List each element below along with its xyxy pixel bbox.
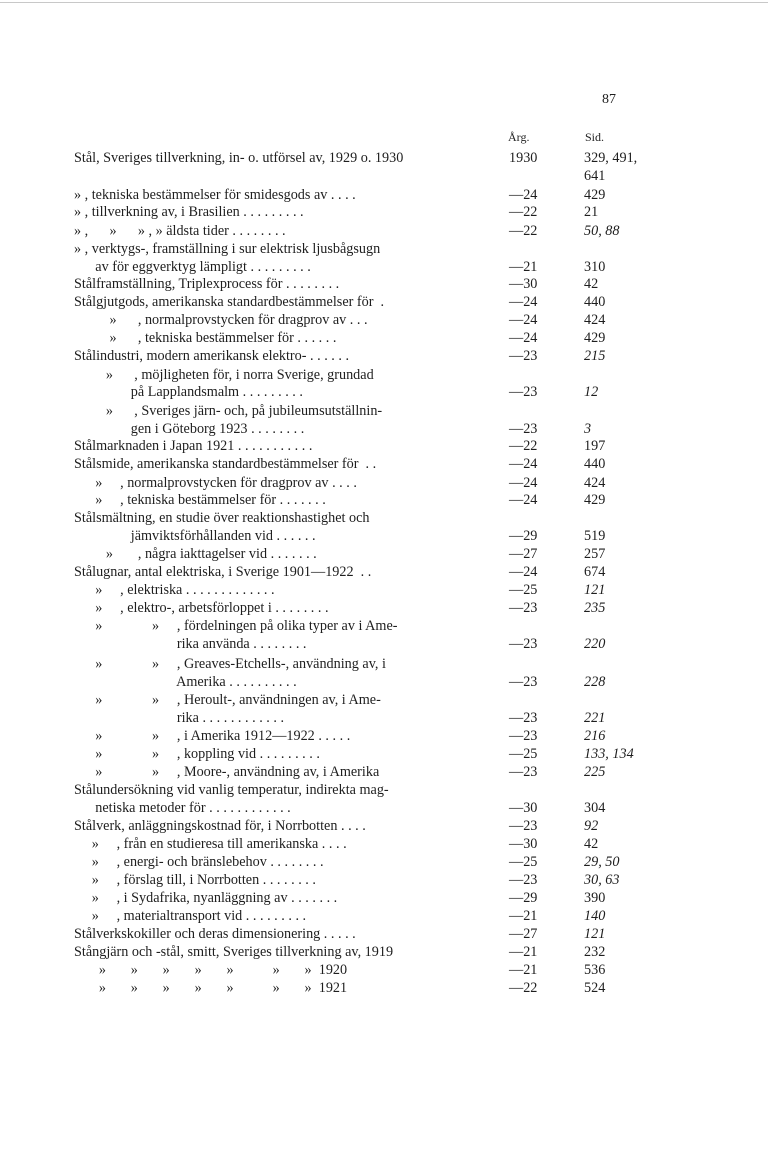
index-entry: [74, 673, 654, 691]
index-entry: [74, 599, 654, 617]
entry-year: —30: [509, 276, 538, 292]
index-entry: [74, 545, 654, 563]
entry-text: gen i Göteborg 1923 . . . . . . . .: [74, 421, 305, 437]
entry-year: —23: [509, 728, 538, 744]
index-entry: [74, 763, 654, 781]
entry-pages: 133, 134: [584, 746, 634, 762]
entry-text: Stålframställning, Triplexprocess för . . . . . . . .: [74, 276, 340, 292]
entry-pages: 536: [584, 962, 606, 978]
entry-text: » » , Heroult-, användningen av, i Ame-: [74, 692, 381, 708]
index-entry: [74, 186, 654, 204]
entry-pages: 641: [584, 168, 606, 184]
entry-pages: 429: [584, 492, 606, 508]
entry-pages: 216: [584, 728, 606, 744]
entry-text: » » , Moore-, användning av, i Amerika: [74, 764, 380, 780]
index-entry: [74, 691, 654, 709]
entry-pages: 235: [584, 600, 606, 616]
entry-text: av för eggverktyg lämpligt . . . . . . . . .: [74, 259, 311, 275]
index-entry: [74, 943, 654, 961]
entry-text: » » , koppling vid . . . . . . . . .: [74, 746, 320, 762]
entry-pages: 424: [584, 475, 606, 491]
entry-pages: 121: [584, 926, 606, 942]
entry-pages: 429: [584, 187, 606, 203]
entry-pages: 3: [584, 421, 592, 437]
index-entry: [74, 474, 654, 492]
index-entry: [74, 835, 654, 853]
entry-year: —30: [509, 836, 538, 852]
index-entry: [74, 655, 654, 673]
index-entry: [74, 222, 654, 240]
entry-year: —23: [509, 764, 538, 780]
entry-pages: 440: [584, 456, 606, 472]
column-header-page: Sid.: [585, 130, 605, 144]
entry-year: —24: [509, 330, 538, 346]
entry-pages: 310: [584, 259, 606, 275]
entry-text: » » , i Amerika 1912—1922 . . . . .: [74, 728, 351, 744]
entry-text: » » , Greaves-Etchells-, användning av, i: [74, 656, 386, 672]
entry-text: Stålverk, anläggningskostnad för, i Norrbotten . . . .: [74, 818, 366, 834]
entry-text: Stålsmältning, en studie över reaktionshastighet och: [74, 510, 370, 526]
entry-year: —24: [509, 492, 538, 508]
entry-text: Stålundersökning vid vanlig temperatur, indirekta mag-: [74, 782, 389, 798]
entry-year: —22: [509, 980, 538, 996]
entry-text: Stålmarknaden i Japan 1921 . . . . . . . . . . .: [74, 438, 313, 454]
entry-year: —21: [509, 962, 538, 978]
index-entry: [74, 311, 654, 329]
entry-year: —24: [509, 456, 538, 472]
index-entry: [74, 871, 654, 889]
entry-pages: 304: [584, 800, 606, 816]
entry-year: —30: [509, 800, 538, 816]
index-entry: [74, 293, 654, 311]
index-entry: [74, 258, 654, 276]
entry-text: Stålverkskokiller och deras dimensionering . . . . .: [74, 926, 356, 942]
entry-text: » , förslag till, i Norrbotten . . . . . . . .: [74, 872, 316, 888]
entry-pages: 197: [584, 438, 606, 454]
index-entry: [74, 455, 654, 473]
entry-text: netiska metoder för . . . . . . . . . . . .: [74, 800, 291, 816]
index-entry: [74, 581, 654, 599]
entry-text: » , materialtransport vid . . . . . . . . .: [74, 908, 307, 924]
entry-pages: 524: [584, 980, 606, 996]
entry-text: Stålsmide, amerikanska standardbestämmelser för . .: [74, 456, 377, 472]
entry-pages: 12: [584, 384, 599, 400]
entry-year: —22: [509, 438, 538, 454]
index-entry: [74, 907, 654, 925]
entry-pages: 121: [584, 582, 606, 598]
entry-year: —21: [509, 259, 538, 275]
entry-pages: 92: [584, 818, 599, 834]
entry-year: —21: [509, 908, 538, 924]
entry-text: » , verktygs-, framställning i sur elektrisk ljusbågsugn: [74, 241, 381, 257]
entry-text: jämviktsförhållanden vid . . . . . .: [74, 528, 316, 544]
index-entry: [74, 799, 654, 817]
index-entry: [74, 437, 654, 455]
entry-year: —29: [509, 890, 538, 906]
entry-text: Amerika . . . . . . . . . .: [74, 674, 297, 690]
entry-text: » , energi- och bränslebehov . . . . . . . .: [74, 854, 324, 870]
page-number: 87: [602, 92, 616, 107]
entry-text: » , några iakttagelser vid . . . . . . .: [74, 546, 317, 562]
entry-pages: 225: [584, 764, 606, 780]
entry-pages: 232: [584, 944, 606, 960]
entry-text: Stålgjutgods, amerikanska standardbestämmelser för .: [74, 294, 385, 310]
entry-text: » , elektriska . . . . . . . . . . . . .: [74, 582, 275, 598]
entry-year: —23: [509, 818, 538, 834]
entry-year: —24: [509, 475, 538, 491]
entry-text: » , tekniska bestämmelser för . . . . . .: [74, 330, 337, 346]
entry-year: —23: [509, 710, 538, 726]
index-entry: [74, 889, 654, 907]
entry-year: —25: [509, 582, 538, 598]
index-entry: [74, 727, 654, 745]
entry-pages: 42: [584, 836, 599, 852]
entry-year: —23: [509, 421, 538, 437]
entry-year: —23: [509, 636, 538, 652]
index-entry: [74, 745, 654, 763]
entry-pages: 21: [584, 204, 599, 220]
scan-top-border: [0, 2, 768, 3]
entry-text: » , tekniska bestämmelser för smidesgods av . . . .: [74, 187, 356, 203]
entry-year: —25: [509, 746, 538, 762]
index-entry: [74, 979, 654, 997]
entry-text: rika . . . . . . . . . . . .: [74, 710, 285, 726]
entry-text: rika använda . . . . . . . .: [74, 636, 307, 652]
entry-year: —24: [509, 312, 538, 328]
entry-text: » , » » , » äldsta tider . . . . . . . .: [74, 223, 286, 239]
index-entry: [74, 817, 654, 835]
entry-year: —24: [509, 564, 538, 580]
index-entry: [74, 420, 654, 438]
entry-year: —23: [509, 600, 538, 616]
entry-year: —24: [509, 294, 538, 310]
index-entry: [74, 149, 654, 167]
entry-text: » , från en studieresa till amerikanska . . . .: [74, 836, 347, 852]
entry-pages: 140: [584, 908, 606, 924]
column-header-year: Årg.: [508, 130, 530, 144]
entry-pages: 215: [584, 348, 606, 364]
entry-pages: 424: [584, 312, 606, 328]
index-entry: [74, 563, 654, 581]
index-entry: [74, 491, 654, 509]
entry-pages: 220: [584, 636, 606, 652]
entry-year: —21: [509, 944, 538, 960]
entry-pages: 29, 50: [584, 854, 620, 870]
entry-pages: 30, 63: [584, 872, 620, 888]
entry-pages: 257: [584, 546, 606, 562]
index-entry: [74, 961, 654, 979]
entry-text: » » » » » » » 1921: [74, 980, 348, 996]
index-entry: [74, 167, 654, 185]
entry-pages: 221: [584, 710, 606, 726]
entry-year: 1930: [509, 150, 538, 166]
entry-pages: 674: [584, 564, 606, 580]
entry-text: » » » » » » » 1920: [74, 962, 348, 978]
index-entry: [74, 203, 654, 221]
entry-pages: 390: [584, 890, 606, 906]
entry-text: Stålindustri, modern amerikansk elektro- . . . . . .: [74, 348, 350, 364]
entry-year: —23: [509, 384, 538, 400]
entry-year: —24: [509, 187, 538, 203]
index-entry: [74, 781, 654, 799]
index-entry: [74, 275, 654, 293]
entry-text: » , normalprovstycken för dragprov av . . .: [74, 312, 368, 328]
index-entry: [74, 709, 654, 727]
index-entry: [74, 347, 654, 365]
entry-text: Stångjärn och -stål, smitt, Sveriges tillverkning av, 1919: [74, 944, 394, 960]
entry-year: —22: [509, 204, 538, 220]
entry-text: » , tillverkning av, i Brasilien . . . . . . . . .: [74, 204, 304, 220]
index-entry: [74, 402, 654, 420]
entry-text: » , tekniska bestämmelser för . . . . . . .: [74, 492, 326, 508]
entry-year: —27: [509, 546, 538, 562]
entry-year: —25: [509, 854, 538, 870]
entry-text: » , elektro-, arbetsförloppet i . . . . . . . .: [74, 600, 329, 616]
entry-year: —23: [509, 872, 538, 888]
entry-text: » , i Sydafrika, nyanläggning av . . . . . . .: [74, 890, 338, 906]
entry-pages: 329, 491,: [584, 150, 638, 166]
entry-text: Stålugnar, antal elektriska, i Sverige 1901—1922 . .: [74, 564, 372, 580]
entry-pages: 228: [584, 674, 606, 690]
entry-pages: 42: [584, 276, 599, 292]
entry-text: på Lapplandsmalm . . . . . . . . .: [74, 384, 303, 400]
entry-year: —23: [509, 674, 538, 690]
index-entry: [74, 240, 654, 258]
entry-year: —29: [509, 528, 538, 544]
entry-year: —27: [509, 926, 538, 942]
entry-pages: 440: [584, 294, 606, 310]
index-entry: [74, 925, 654, 943]
index-entry: [74, 527, 654, 545]
entry-pages: 429: [584, 330, 606, 346]
index-entry: [74, 366, 654, 384]
index-entry: [74, 509, 654, 527]
index-entry: [74, 853, 654, 871]
entry-text: » , möjligheten för, i norra Sverige, grundad: [74, 367, 374, 383]
index-entry: [74, 383, 654, 401]
entry-text: » , Sveriges järn- och, på jubileumsutställnin-: [74, 403, 383, 419]
entry-pages: 50, 88: [584, 223, 620, 239]
entry-pages: 519: [584, 528, 606, 544]
entry-year: —23: [509, 348, 538, 364]
index-entry: [74, 329, 654, 347]
entry-text: Stål, Sveriges tillverkning, in- o. utförsel av, 1929 o. 1930: [74, 150, 404, 166]
entry-year: —22: [509, 223, 538, 239]
entry-text: » » , fördelningen på olika typer av i Ame-: [74, 618, 398, 634]
index-entry: [74, 635, 654, 653]
index-entry: [74, 617, 654, 635]
entry-text: » , normalprovstycken för dragprov av . . . .: [74, 475, 357, 491]
